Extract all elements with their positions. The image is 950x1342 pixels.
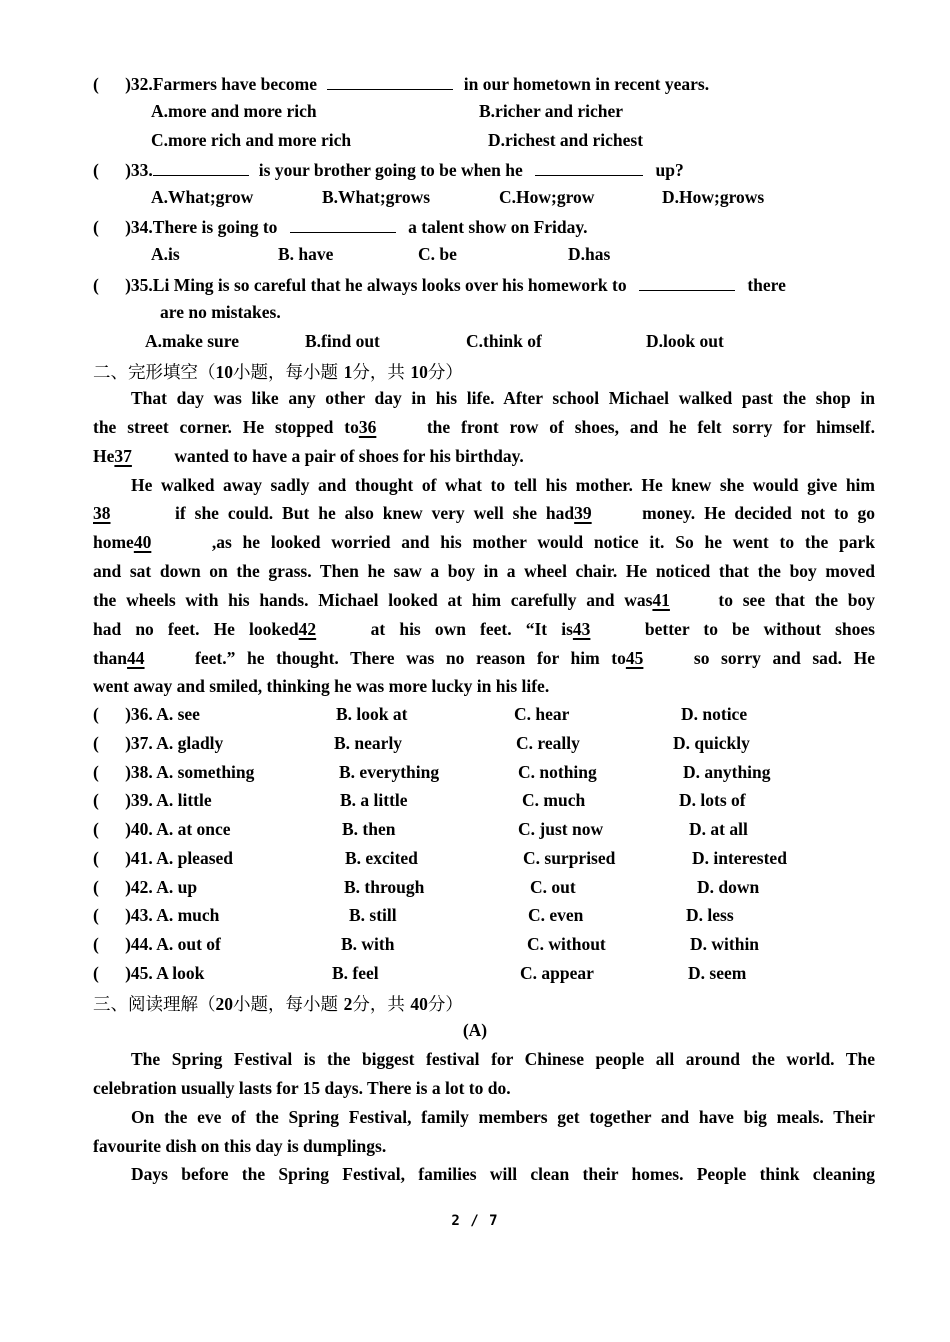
cloze-blank-41[interactable]: 41	[652, 590, 670, 610]
option-d: D.look out	[646, 331, 724, 351]
answer-blank[interactable]	[153, 158, 249, 176]
cloze-line: the street corner. He stopped to36 the front row of shoes, and he felt sorry for himself.	[93, 413, 875, 442]
cloze-blank-44[interactable]: 44	[127, 648, 145, 668]
question-35: ( )35.Li Ming is so careful that he always looks over his homework to there	[93, 275, 786, 295]
question-33: ( )33. is your brother going to be when he up?	[93, 160, 684, 180]
cloze-question-39: ( )39. A. little	[93, 790, 212, 810]
cloze-question-42: ( )42. A. up	[93, 877, 198, 897]
cloze-question-44: ( )44. A. out of	[93, 934, 221, 954]
cloze-question-41: ( )41. A. pleased	[93, 848, 234, 868]
option-b: B. excited	[345, 848, 418, 868]
option-b: B. look at	[336, 704, 408, 724]
cloze-blank-39[interactable]: 39	[574, 503, 592, 523]
cloze-line: That day was like any other day in his life. After school Michael walked past the shop in	[131, 388, 875, 408]
cloze-blank-42[interactable]: 42	[298, 619, 317, 639]
cloze-line: He walked away sadly and thought of what to tell his mother. He knew she would give him	[131, 475, 875, 495]
option-c: C.think of	[466, 331, 542, 351]
cloze-blank-37[interactable]: 37	[114, 446, 132, 466]
option-a: A.make sure	[145, 331, 239, 351]
option-d: D. down	[697, 877, 760, 897]
option-c: C. nothing	[518, 762, 597, 782]
cloze-line: He37 wanted to have a pair of shoes for his birthday.	[93, 442, 875, 471]
cloze-line: 38 if she could. But he also knew very well she had39 money. He decided not to go	[93, 499, 875, 528]
option-b: B. through	[344, 877, 425, 897]
option-d: D. interested	[692, 848, 787, 868]
cloze-blank-45[interactable]: 45	[625, 648, 644, 668]
section-heading-cloze: 二、完形填空（10小题，每小题 1分，共 10分）	[93, 362, 463, 383]
option-b: B.richer and richer	[479, 101, 624, 121]
cloze-question-40: ( )40. A. at once	[93, 819, 231, 839]
option-a: A.more and more rich	[151, 101, 317, 121]
reading-line: celebration usually lasts for 15 days. There is a lot to do.	[93, 1078, 511, 1098]
answer-blank[interactable]	[327, 72, 453, 90]
reading-line: The Spring Festival is the biggest festival for Chinese people all around the world. The	[131, 1049, 875, 1069]
section-heading-reading: 三、阅读理解（20小题，每小题 2分，共 40分）	[93, 994, 463, 1015]
cloze-line: and sat down on the grass. Then he saw a boy in a wheel chair. He noticed that the boy moved	[93, 561, 875, 581]
option-d: D.How;grows	[662, 187, 765, 207]
cloze-blank-38[interactable]: 38	[93, 503, 111, 523]
cloze-question-36: ( )36. A. see	[93, 704, 200, 724]
page-number: 2 / 7	[451, 1213, 499, 1229]
option-c: C. hear	[514, 704, 570, 724]
cloze-question-43: ( )43. A. much	[93, 905, 220, 925]
option-d: D. lots of	[679, 790, 746, 810]
option-c: C.more rich and more rich	[151, 130, 352, 150]
option-c: C. just now	[518, 819, 604, 839]
answer-blank[interactable]	[535, 158, 643, 176]
cloze-line: the wheels with his hands. Michael looked at him carefully and was41 to see that the boy	[93, 586, 875, 615]
cloze-question-45: ( )45. A look	[93, 963, 205, 983]
option-c: C. even	[528, 905, 584, 925]
option-d: D.has	[568, 244, 611, 264]
answer-blank[interactable]	[639, 273, 735, 291]
option-d: D. at all	[689, 819, 748, 839]
cloze-question-37: ( )37. A. gladly	[93, 733, 224, 753]
cloze-line: had no feet. He looked42 at his own feet. “It is43 better to be without shoes	[93, 615, 875, 644]
option-b: B. with	[341, 934, 395, 954]
cloze-line: went away and smiled, thinking he was more lucky in his life.	[93, 676, 550, 696]
cloze-question-38: ( )38. A. something	[93, 762, 255, 782]
option-d: D. quickly	[673, 733, 750, 753]
cloze-blank-36[interactable]: 36	[358, 417, 377, 437]
option-b: B. then	[342, 819, 396, 839]
question-32: ( )32.Farmers have become in our hometown in recent years.	[93, 74, 710, 94]
option-c: C. out	[530, 877, 576, 897]
option-a: A.is	[151, 244, 180, 264]
option-d: D.richest and richest	[488, 130, 644, 150]
option-b: B. feel	[332, 963, 379, 983]
cloze-line: than44 feet.” he thought. There was no reason for him to45 so sorry and sad. He	[93, 644, 875, 673]
option-d: D. seem	[688, 963, 747, 983]
question-35-continued: are no mistakes.	[160, 302, 281, 322]
option-b: B. everything	[339, 762, 440, 782]
reading-line: On the eve of the Spring Festival, family members get together and have big meals. Their	[131, 1107, 875, 1127]
option-b: B. have	[278, 244, 334, 264]
cloze-blank-40[interactable]: 40	[133, 532, 152, 552]
option-b: B.find out	[305, 331, 380, 351]
option-d: D. notice	[681, 704, 748, 724]
option-c: C.How;grow	[499, 187, 595, 207]
cloze-line: home40 ,as he looked worried and his mother would notice it. So he went to the park	[93, 528, 875, 557]
reading-line: Days before the Spring Festival, families will clean their homes. People think cleaning	[131, 1164, 875, 1184]
option-d: D. within	[690, 934, 760, 954]
option-c: C. really	[516, 733, 580, 753]
option-c: C. surprised	[523, 848, 616, 868]
option-d: D. anything	[683, 762, 771, 782]
option-b: B.What;grows	[322, 187, 431, 207]
option-b: B. still	[349, 905, 397, 925]
option-b: B. a little	[340, 790, 408, 810]
cloze-blank-43[interactable]: 43	[572, 619, 591, 639]
option-b: B. nearly	[334, 733, 403, 753]
passage-label: (A)	[462, 1020, 488, 1040]
answer-blank[interactable]	[290, 215, 396, 233]
reading-line: favourite dish on this day is dumplings.	[93, 1136, 387, 1156]
option-c: C. be	[418, 244, 457, 264]
option-a: A.What;grow	[151, 187, 254, 207]
option-c: C. much	[522, 790, 586, 810]
option-c: C. appear	[520, 963, 594, 983]
option-c: C. without	[527, 934, 606, 954]
option-d: D. less	[686, 905, 734, 925]
question-34: ( )34.There is going to a talent show on Friday.	[93, 217, 588, 237]
